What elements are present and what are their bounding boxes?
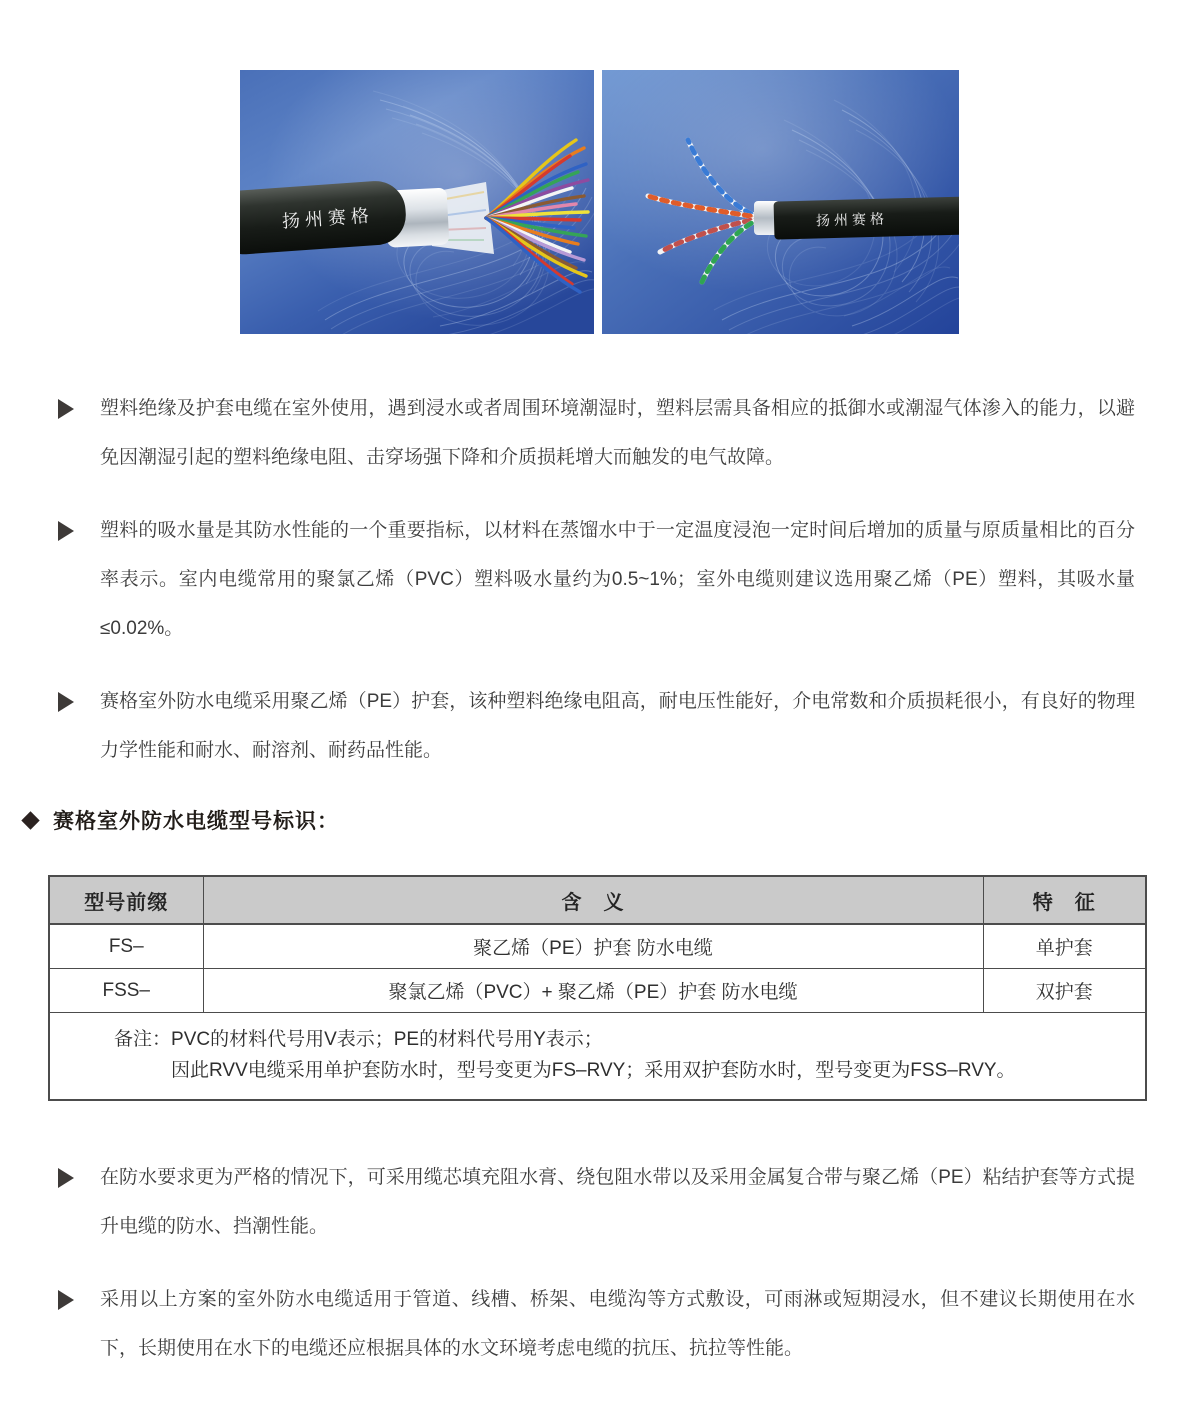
- section-title: 赛格室外防水电缆型号标识：: [53, 810, 339, 833]
- note-line: 因此RVV电缆采用单护套防水时，型号变更为FS–RVY；采用双护套防水时，型号变更为FSS–RVY。: [171, 1060, 1016, 1081]
- note: [114, 1024, 1127, 1086]
- triangle-bullet-icon: [58, 1168, 74, 1188]
- table-row: [49, 969, 1146, 1013]
- section-heading: [20, 803, 1200, 837]
- bullet-item: [58, 1275, 1200, 1373]
- model-prefix-table: [48, 875, 1147, 1101]
- table-header-meaning: 含 义: [203, 876, 983, 924]
- cell-prefix: FS–: [49, 924, 203, 969]
- outro-bullet-list: [58, 1153, 1200, 1373]
- bullet-text: 采用以上方案的室外防水电缆适用于管道、线槽、桥架、电缆沟等方式敷设，可雨淋或短期浸水，但不建议长期使用在水下，长期使用在水下的电缆还应根据具体的水文环境考虑电缆的抗压、抗拉等性能。: [100, 1289, 1135, 1359]
- triangle-bullet-icon: [58, 692, 74, 712]
- bullet-text: 塑料的吸水量是其防水性能的一个重要指标，以材料在蒸馏水中于一定温度浸泡一定时间后增加的质量与原质量相比的百分率表示。室内电缆常用的聚氯乙烯（PVC）塑料吸水量约为0.5~1%；室外电缆则建议选用聚乙烯（PE）塑料，其吸水量≤0.02%。: [100, 520, 1135, 639]
- cell-prefix: FSS–: [49, 969, 203, 1013]
- note-cell: [49, 1013, 1146, 1101]
- table-row: [49, 924, 1146, 969]
- bullet-item: [58, 506, 1200, 653]
- bullet-item: [58, 384, 1200, 482]
- bullet-text: 塑料绝缘及护套电缆在室外使用，遇到浸水或者周围环境潮湿时，塑料层需具备相应的抵御水或潮湿气体渗入的能力，以避免因潮湿引起的塑料绝缘电阻、击穿场强下降和介质损耗增大而触发的电气故障。: [100, 398, 1135, 468]
- triangle-bullet-icon: [58, 521, 74, 541]
- table-header-feature: 特 征: [983, 876, 1146, 924]
- cell-feature: 双护套: [983, 969, 1146, 1013]
- cell-feature: 单护套: [983, 924, 1146, 969]
- cable-photo-right: [602, 70, 959, 334]
- bullet-text: 赛格室外防水电缆采用聚乙烯（PE）护套，该种塑料绝缘电阻高，耐电压性能好，介电常数和介质损耗很小，有良好的物理力学性能和耐水、耐溶剂、耐药品性能。: [100, 691, 1135, 761]
- product-photos-row: [0, 0, 1200, 334]
- bullet-item: [58, 1153, 1200, 1251]
- cable-photo-left: [240, 70, 594, 334]
- table-note-row: [49, 1013, 1146, 1101]
- diamond-icon: [21, 811, 39, 829]
- cell-meaning: 聚乙烯（PE）护套 防水电缆: [203, 924, 983, 969]
- note-label: 备注：: [114, 1029, 172, 1050]
- brand-label-right: 扬州赛格: [815, 210, 889, 229]
- bullet-text: 在防水要求更为严格的情况下，可采用缆芯填充阻水膏、绕包阻水带以及采用金属复合带与聚乙烯（PE）粘结护套等方式提升电缆的防水、挡潮性能。: [100, 1167, 1135, 1237]
- triangle-bullet-icon: [58, 1290, 74, 1310]
- table-header-row: [49, 876, 1146, 924]
- table-header-prefix: 型号前缀: [49, 876, 203, 924]
- bullet-item: [58, 677, 1200, 775]
- note-lines: [171, 1024, 1016, 1086]
- cell-meaning: 聚氯乙烯（PVC）+ 聚乙烯（PE）护套 防水电缆: [203, 969, 983, 1013]
- note-line: PVC的材料代号用V表示；PE的材料代号用Y表示；: [171, 1029, 603, 1050]
- intro-bullet-list: [58, 384, 1200, 775]
- triangle-bullet-icon: [58, 399, 74, 419]
- brand-label-left: 扬州赛格: [281, 205, 375, 232]
